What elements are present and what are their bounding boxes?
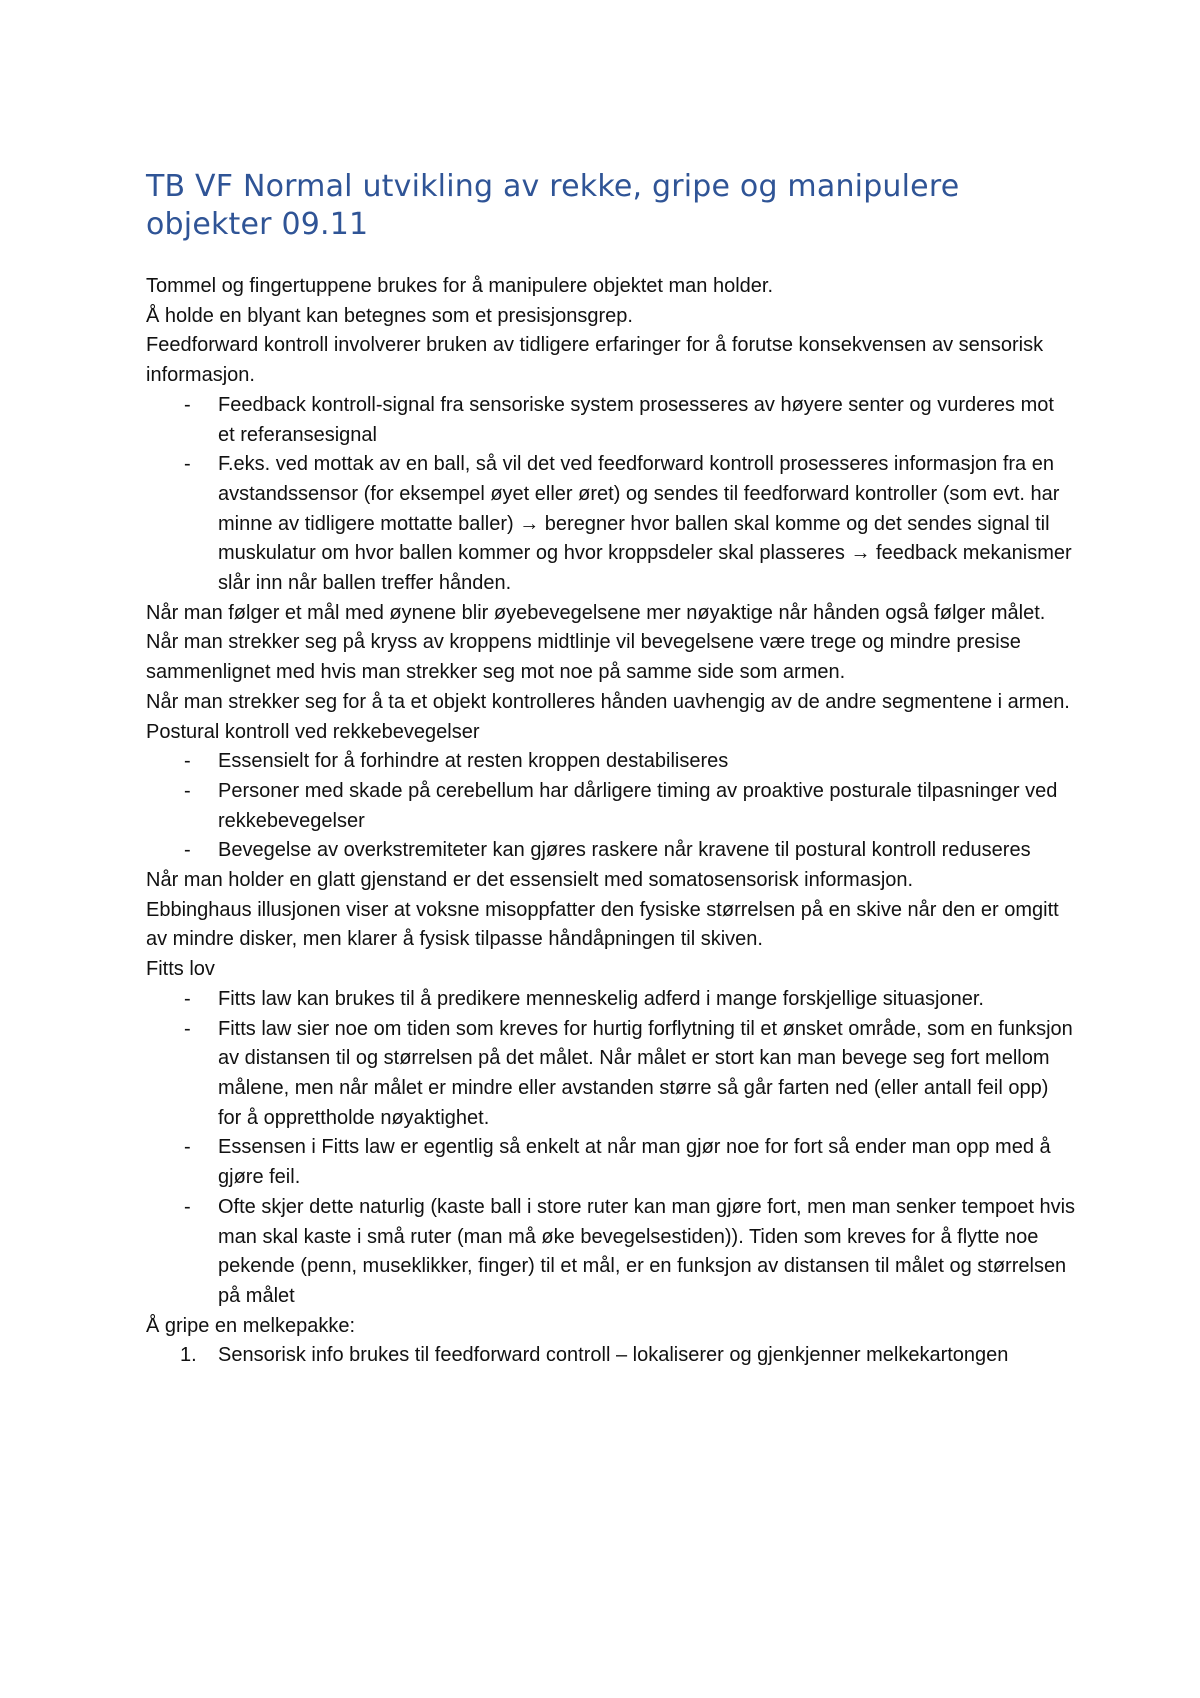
list-item-text: Sensorisk info brukes til feedforward controll – lokaliserer og gjenkjenner melkekartongen	[218, 1344, 1009, 1367]
list-item	[146, 450, 1076, 599]
dash-marker: -	[184, 779, 191, 802]
list-item	[146, 747, 1076, 777]
bullet-list	[146, 985, 1076, 1312]
list-item	[146, 1015, 1076, 1134]
list-item-text: Personer med skade på cerebellum har dårligere timing av proaktive posturale tilpasninger ved rekkebevegelser	[218, 779, 1058, 832]
dash-marker: -	[184, 1136, 191, 1159]
numbered-list	[146, 1341, 1076, 1371]
list-item	[146, 777, 1076, 836]
paragraph: Feedforward kontroll involverer bruken av tidligere erfaringer for å forutse konsekvensen av sensorisk informasjon.	[146, 334, 1044, 387]
list-item-text: Essensielt for å forhindre at resten kroppen destabiliseres	[218, 750, 729, 773]
list-item-text: Fitts law sier noe om tiden som kreves for hurtig forflytning til et ønsket område, som en funksjon av distansen til og størrelsen på det målet. Når målet er stort kan man bevege seg fort mellom målene, men når målet er mindre eller avstanden større så går farten ned (eller antall feil opp) for å opprettholde nøyaktighet.	[218, 1017, 1073, 1129]
paragraph: Fitts lov	[146, 958, 215, 981]
list-item-text: Ofte skjer dette naturlig (kaste ball i store ruter kan man gjøre fort, men man senker tempoet hvis man skal kaste i små ruter (man må øke bevegelsestiden)). Tiden som kreves for å flytte noe pekende (penn, museklikker, finger) til et mål, er en funksjon av distansen til målet og størrelsen på målet	[218, 1195, 1076, 1307]
bullet-list	[146, 391, 1076, 599]
bullet-list	[146, 747, 1076, 866]
paragraph: Tommel og fingertuppene brukes for å manipulere objektet man holder.	[146, 275, 774, 297]
dash-marker: -	[184, 453, 191, 476]
paragraph: Ebbinghaus illusjonen viser at voksne misoppfatter den fysiske størrelsen på en skive når den er omgitt av mindre disker, men klarer å fysisk tilpasse håndåpningen til skiven.	[146, 898, 1059, 951]
dash-marker: -	[184, 1195, 191, 1218]
paragraph: Når man strekker seg på kryss av kroppens midtlinje vil bevegelsene være trege og mindre presise sammenlignet med hvis man strekker seg mot noe på samme side som armen.	[146, 631, 1021, 684]
list-item	[146, 836, 1076, 866]
dash-marker: -	[184, 1017, 191, 1040]
list-item-text: Fitts law kan brukes til å predikere menneskelig adferd i mange forskjellige situasjoner.	[218, 987, 984, 1010]
document-body	[146, 168, 1076, 1371]
paragraph: Når man strekker seg for å ta et objekt kontrolleres hånden uavhengig av de andre segmentene i armen.	[146, 690, 1070, 713]
paragraph: Når man holder en glatt gjenstand er det essensielt med somatosensorisk informasjon.	[146, 869, 914, 892]
list-item-text: F.eks. ved mottak av en ball, så vil det ved feedforward kontroll prosesseres informasjon fra en avstandssensor (for eksempel øyet eller øret) og sendes til feedforward kontroller (som evt. har minne av tidligere mottatte baller) → beregner hvor ballen skal komme og det sendes signal til muskulatur om hvor ballen kommer og hvor kroppsdeler skal plasseres → feedback mekanismer slår inn når ballen treffer hånden.	[218, 453, 1072, 595]
list-item	[146, 391, 1076, 450]
dash-marker: -	[184, 987, 191, 1010]
list-item	[146, 1193, 1076, 1312]
paragraph: Å gripe en melkepakke:	[146, 1314, 356, 1337]
list-item	[146, 985, 1076, 1015]
list-item	[146, 1341, 1076, 1371]
list-item	[146, 1133, 1076, 1192]
list-item-text: Essensen i Fitts law er egentlig så enkelt at når man gjør noe for fort så ender man opp med å gjøre feil.	[218, 1136, 1051, 1189]
paragraph: Når man følger et mål med øynene blir øyebevegelsene mer nøyaktige når hånden også følger målet.	[146, 601, 1046, 624]
dash-marker: -	[184, 393, 191, 416]
list-item-text: Feedback kontroll-signal fra sensoriske system prosesseres av høyere senter og vurderes mot et referansesignal	[218, 393, 1054, 446]
dash-marker: -	[184, 750, 191, 773]
paragraph: Postural kontroll ved rekkebevegelser	[146, 720, 480, 743]
number-marker: 1.	[180, 1344, 197, 1367]
paragraph: Å holde en blyant kan betegnes som et presisjonsgrep.	[146, 304, 633, 327]
list-item-text: Bevegelse av overkstremiteter kan gjøres raskere når kravene til postural kontroll reduseres	[218, 839, 1031, 862]
document-title: TB VF Normal utvikling av rekke, gripe og manipulere objekter 09.11	[146, 169, 960, 242]
dash-marker: -	[184, 839, 191, 862]
